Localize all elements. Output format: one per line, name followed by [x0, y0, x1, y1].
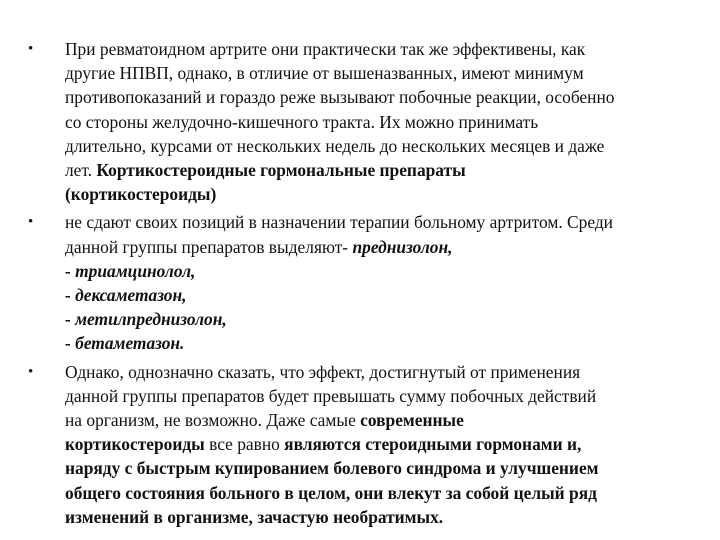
emphasized-text: Кортикостероидные гормональные препараты [96, 160, 466, 181]
emphasized-text: - триамцинолол, [65, 260, 196, 281]
emphasized-text: общего состояния больного в целом, они влекут за собой целый ряд [65, 482, 597, 503]
text-run: Однако, однозначно сказать, что эффект, достигнутый от применения [65, 361, 581, 382]
text-line [65, 85, 700, 109]
text-line [65, 505, 700, 529]
text-line [65, 481, 700, 505]
text-run: длительно, курсами от нескольких недель до нескольких месяцев и даже [65, 135, 605, 156]
text-run: данной группы препаратов будет превышать сумму побочных действий [65, 385, 597, 406]
text-line [65, 110, 700, 134]
text-run: данной группы препаратов выделяют- [65, 236, 353, 257]
text-line [65, 134, 700, 158]
text-run: лет. [65, 160, 97, 181]
bullet-icon: • [28, 214, 34, 231]
text-run: на организм, не возможно. Даже самые [65, 410, 361, 431]
text-line [65, 283, 700, 307]
text-line [65, 408, 700, 432]
bullet-icon: • [28, 363, 34, 380]
text-run: другие НПВП, однако, в отличие от вышеназванных, имеют минимум [65, 63, 584, 84]
text-run: со стороны желудочно-кишечного тракта. Их можно принимать [65, 111, 539, 132]
text-line [65, 61, 700, 85]
text-line [65, 456, 700, 480]
emphasized-text: кортикостероиды [65, 434, 205, 455]
text-line [65, 307, 700, 331]
emphasized-text: (кортикостероиды) [65, 184, 217, 205]
text-run: При ревматоидном артрите они практически так же эффективены, как [65, 39, 586, 59]
text-line [65, 182, 700, 206]
emphasized-text: - бетаметазон. [65, 333, 185, 354]
bullet-icon: • [28, 41, 34, 57]
text-run: не сдают своих позиций в назначении терапии больному артритом. Среди [65, 212, 613, 233]
emphasized-text: - дексаметазон, [65, 285, 187, 306]
emphasized-text: - метилпреднизолон, [65, 309, 227, 330]
text-line [65, 384, 700, 408]
emphasized-text: изменений в организме, зачастую необратимых. [65, 506, 444, 527]
text-line [65, 360, 700, 384]
text-line [65, 235, 700, 259]
text-line [65, 37, 700, 61]
bullet-item [28, 37, 700, 206]
text-line [65, 158, 700, 182]
bullet-list [28, 37, 700, 533]
bullet-item [28, 360, 700, 529]
text-run: все равно [204, 434, 285, 455]
emphasized-text: современные [360, 410, 464, 431]
text-line [65, 432, 700, 456]
text-line [65, 210, 700, 234]
emphasized-text: наряду с быстрым купированием болевого синдрома и улучшением [65, 458, 599, 479]
text-line [65, 331, 700, 355]
text-run: противопоказаний и гораздо реже вызывают побочные реакции, особенно [65, 87, 615, 108]
emphasized-text: преднизолон, [352, 236, 453, 257]
text-line [65, 259, 700, 283]
emphasized-text: являются стероидными гормонами и, [284, 434, 582, 455]
bullet-item [28, 210, 700, 355]
